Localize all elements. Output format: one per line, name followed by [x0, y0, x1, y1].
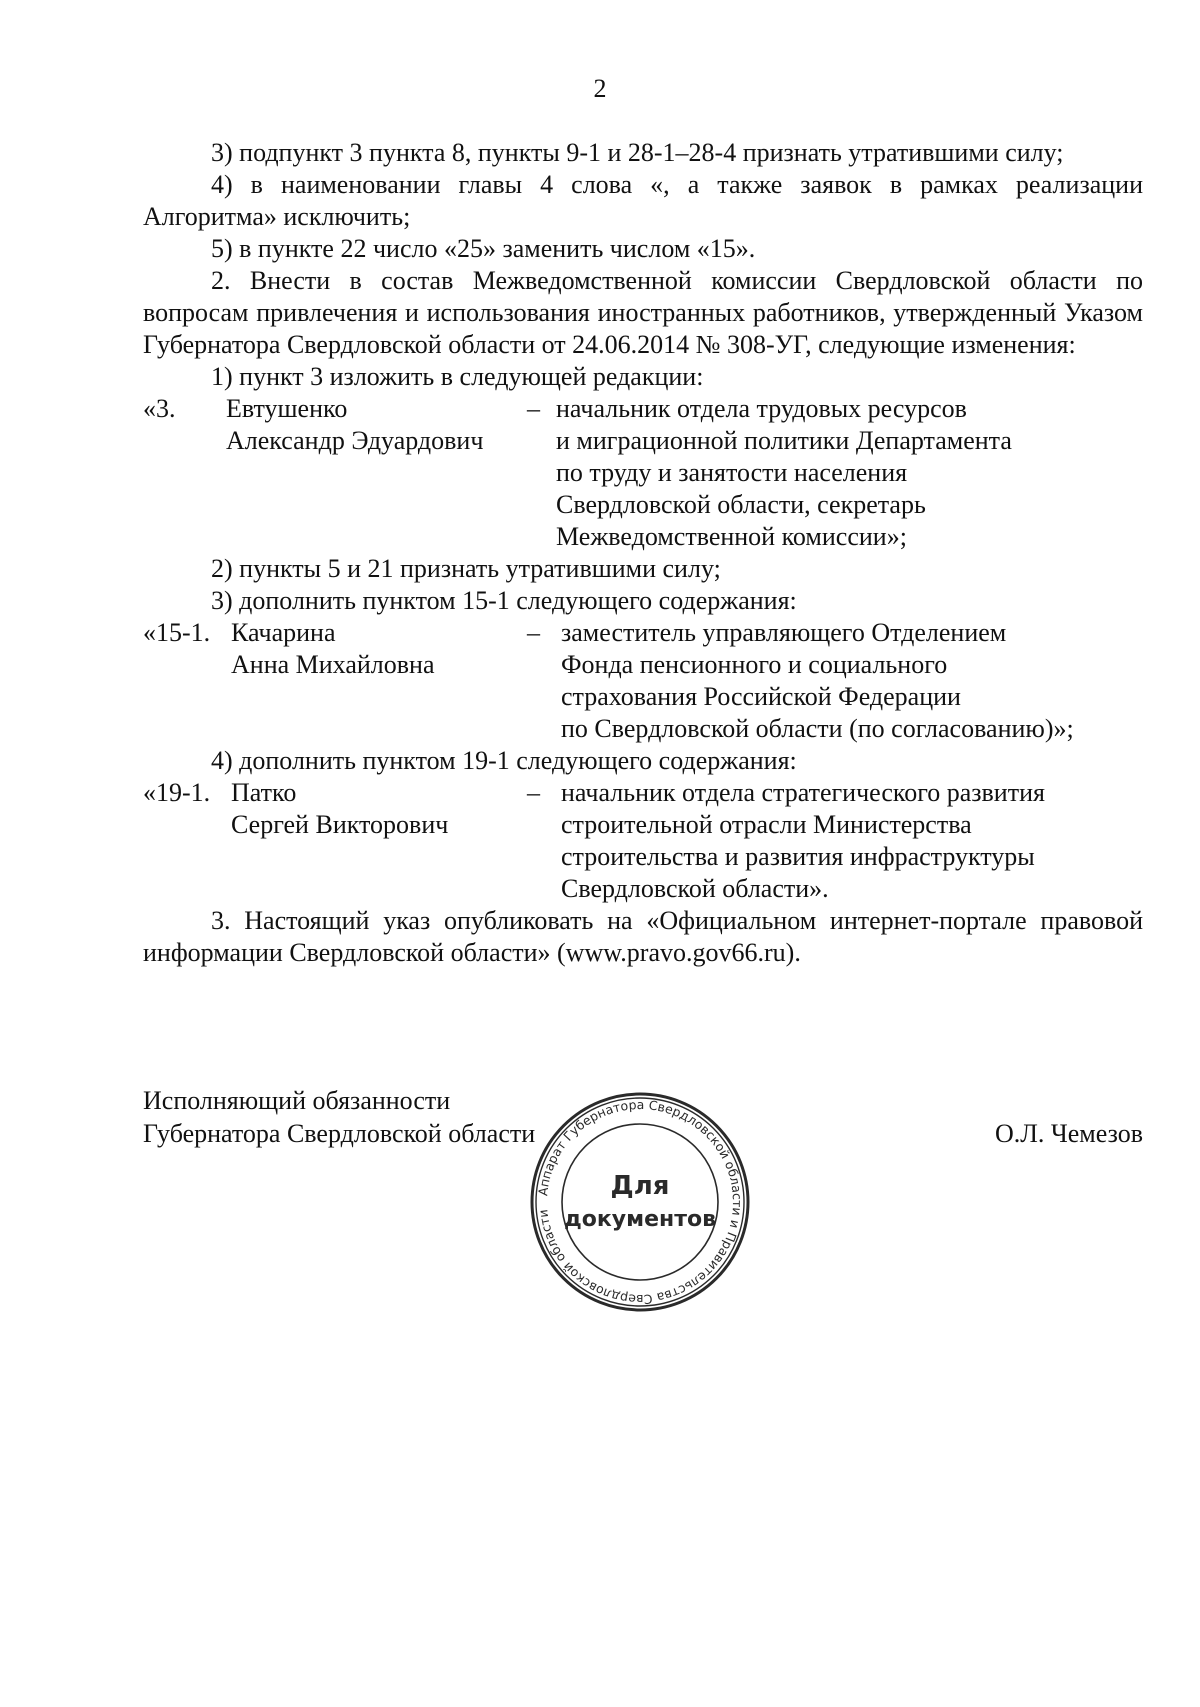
official-seal-stamp: [528, 1090, 752, 1314]
member-position-line: заместитель управляющего Отделением: [561, 618, 1007, 647]
entry-number: «15-1.: [143, 618, 211, 647]
entry-number: «19-1.: [143, 778, 211, 807]
member-position-line: Фонда пенсионного и социального: [561, 650, 948, 679]
signatory-title: [143, 1084, 535, 1150]
paragraph: 3) дополнить пунктом 15-1 следующего содержания:: [211, 586, 797, 615]
stamp-center-line: Для: [610, 1171, 670, 1201]
member-position-line: и миграционной политики Департамента: [556, 426, 1012, 455]
member-given-names: Анна Михайловна: [231, 650, 435, 679]
member-surname: Качарина: [231, 618, 336, 647]
member-position-line: Свердловской области».: [561, 874, 829, 903]
member-position-line: страхования Российской Федерации: [561, 682, 961, 711]
entry-line: [143, 649, 1143, 681]
entry-line: [143, 457, 1143, 489]
member-surname: Патко: [231, 778, 297, 807]
entry-number: «3.: [143, 394, 176, 423]
paragraph: 3) подпункт 3 пункта 8, пункты 9-1 и 28-1–28-4 признать утратившими силу;: [211, 138, 1064, 167]
paragraph: 5) в пункте 22 число «25» заменить числом «15».: [211, 234, 756, 263]
paragraph: 1) пункт 3 изложить в следующей редакции:: [211, 362, 704, 391]
signatory-name: О.Л. Чемезов: [994, 1119, 1143, 1148]
member-position-line: строительства и развития инфраструктуры: [561, 842, 1035, 871]
stamp-center-line: документов: [563, 1207, 717, 1232]
paragraph: 3. Настоящий указ опубликовать на «Официальном интернет-портале правовой информации Свердловской области» (www.pravo.gov66.ru).: [143, 906, 1143, 967]
signatory-title-line: Губернатора Свердловской области: [143, 1119, 536, 1148]
entry-line: [143, 521, 1143, 553]
stamp-ring-text-path: Аппарат Губернатора Свердловской области и Правительства Свердловской области: [535, 1096, 746, 1308]
commission-entry-19-1: [143, 777, 1143, 905]
paragraph: 2) пункты 5 и 21 признать утратившими силу;: [211, 554, 721, 583]
member-given-names: Александр Эдуардович: [226, 426, 484, 455]
paragraph: 2. Внести в состав Межведомственной комиссии Свердловской области по вопросам привлечения и использования иностранных работников, утвержденный Указом Губернатора Свердловской области от 24.06.2014 № 308-УГ, следующие изменения:: [143, 266, 1143, 359]
entry-line: [143, 841, 1143, 873]
paragraph: 4) в наименовании главы 4 слова «, а также заявок в рамках реализации Алгоритма» исключить;: [143, 170, 1143, 231]
signatory-title-line: Исполняющий обязанности: [143, 1086, 451, 1115]
document-body: [143, 137, 1143, 969]
member-position-line: Свердловской области, секретарь: [556, 490, 926, 519]
member-position-line: Межведомственной комиссии»;: [556, 522, 907, 551]
entry-dash: –: [527, 394, 540, 423]
entry-line: [143, 617, 1143, 649]
stamp-inner-ring: [562, 1124, 718, 1280]
paragraph: 4) дополнить пунктом 19-1 следующего содержания:: [211, 746, 797, 775]
entry-line: [143, 777, 1143, 809]
member-given-names: Сергей Викторович: [231, 810, 449, 839]
member-position-line: начальник отдела трудовых ресурсов: [556, 394, 967, 423]
member-surname: Евтушенко: [226, 394, 348, 423]
member-position-line: по труду и занятости населения: [556, 458, 908, 487]
entry-dash: –: [527, 618, 540, 647]
stamp-outer-ring: [532, 1094, 748, 1310]
entry-dash: –: [527, 778, 540, 807]
page-number: 2: [593, 74, 607, 103]
entry-line: [143, 713, 1143, 745]
commission-entry-15-1: [143, 617, 1143, 745]
entry-line: [143, 425, 1143, 457]
entry-line: [143, 809, 1143, 841]
member-position-line: по Свердловской области (по согласованию)»;: [561, 714, 1074, 743]
member-position-line: начальник отдела стратегического развития: [561, 778, 1045, 807]
commission-entry-3: [143, 393, 1143, 553]
entry-line: [143, 681, 1143, 713]
entry-line: [143, 873, 1143, 905]
entry-line: [143, 393, 1143, 425]
member-position-line: строительной отрасли Министерства: [561, 810, 972, 839]
entry-line: [143, 489, 1143, 521]
